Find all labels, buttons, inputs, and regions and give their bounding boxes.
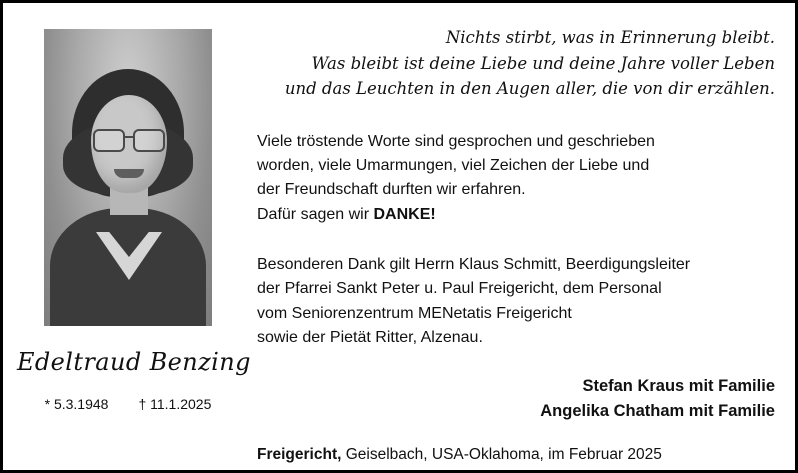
footer-rest: Geiselbach, USA-Oklahoma, im Februar 2025 <box>341 445 662 463</box>
life-dates <box>17 396 239 412</box>
name-block <box>17 348 251 412</box>
signer-1: Stefan Kraus mit Familie <box>582 377 775 396</box>
verse-block <box>257 25 775 102</box>
glasses-icon <box>93 129 165 149</box>
photo-mouth <box>114 169 144 178</box>
verse-line-2: Was bleibt ist deine Liebe und deine Jahre voller Leben <box>311 53 775 73</box>
portrait-column <box>17 15 251 460</box>
death-date: † 11.1.2025 <box>138 396 212 412</box>
thanks-line-3: der Freundschaft durften wir erfahren. <box>257 181 526 199</box>
footer-location-date <box>257 446 775 464</box>
special-thanks-line-1: Besonderen Dank gilt Herrn Klaus Schmitt, Beerdigungsleiter <box>257 255 691 273</box>
signers-block <box>257 374 775 424</box>
verse-line-3: und das Leuchten in den Augen aller, die von dir erzählen. <box>284 79 775 99</box>
signer-2: Angelika Chatham mit Familie <box>540 401 775 420</box>
verse-line-1: Nichts stirbt, was in Erinnerung bleibt. <box>445 28 775 47</box>
special-thanks-line-3: vom Seniorenzentrum MENetatis Freigericht <box>257 304 572 322</box>
special-thanks-paragraph <box>257 253 775 350</box>
thanks-paragraph <box>257 130 775 227</box>
deceased-name: Edeltraud Benzing <box>17 348 251 376</box>
thanks-line-1: Viele tröstende Worte sind gesprochen und geschrieben <box>257 132 655 150</box>
birth-date: * 5.3.1948 <box>44 396 109 412</box>
text-column <box>239 15 781 463</box>
thanks-line-4 <box>257 203 775 227</box>
thanks-line-2: worden, viele Umarmungen, viel Zeichen der Liebe und <box>257 157 650 174</box>
special-thanks-line-2: der Pfarrei Sankt Peter u. Paul Freigericht, dem Personal <box>257 280 662 298</box>
special-thanks-line-4: sowie der Pietät Ritter, Alzenau. <box>257 328 483 346</box>
portrait-photo <box>44 29 212 326</box>
thanks-emphasis: DANKE! <box>373 205 436 223</box>
footer-place: Freigericht, <box>257 445 342 463</box>
glasses-right-lens <box>133 129 165 152</box>
thanks-prefix: Dafür sagen wir <box>257 205 374 223</box>
glasses-left-lens <box>93 129 125 152</box>
